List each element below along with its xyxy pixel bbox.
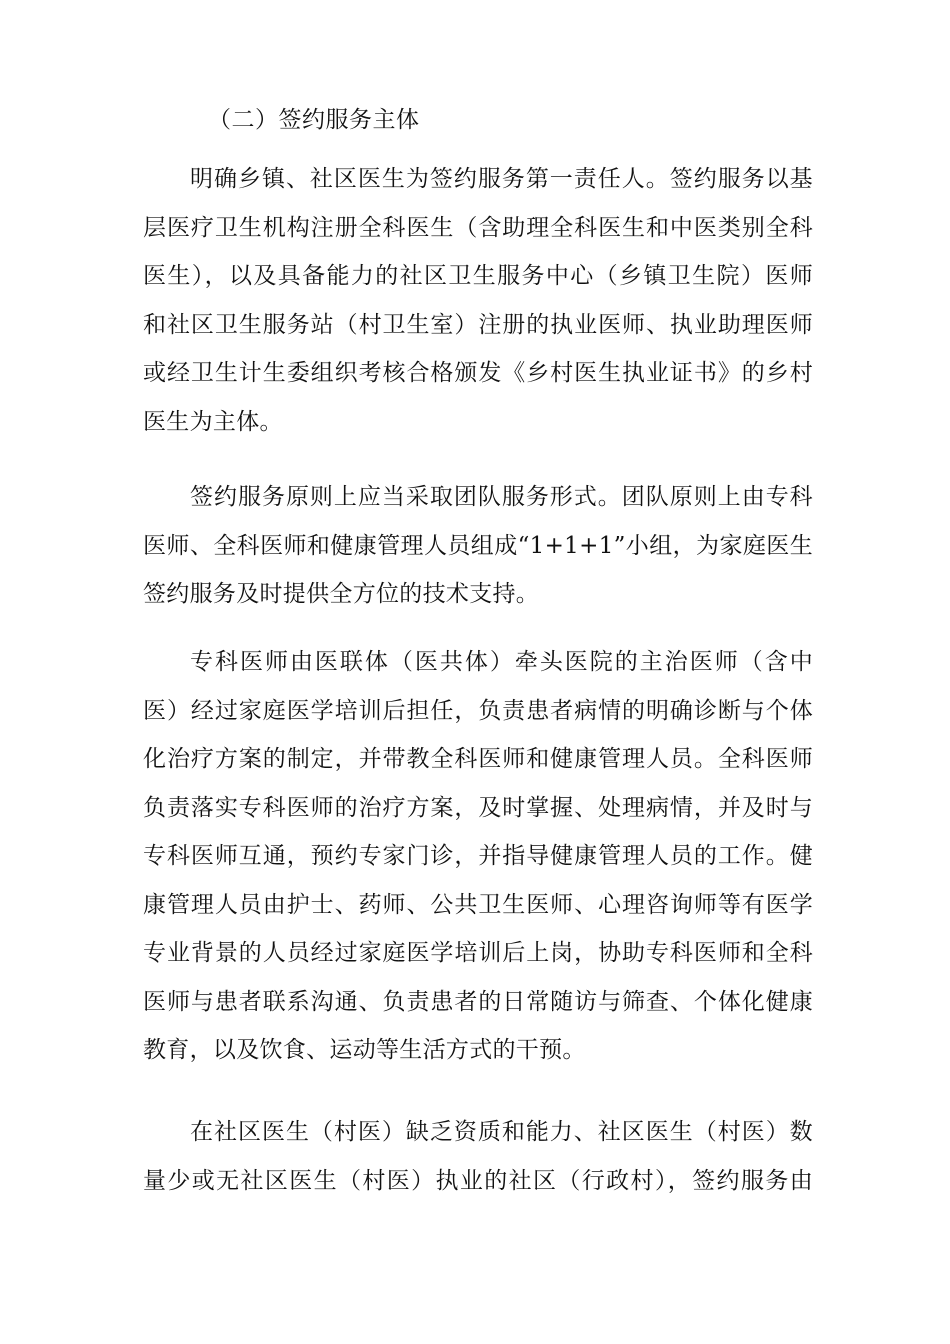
- paragraph-line: 医师与患者联系沟通、负责患者的日常随访与筛查、个体化健康: [143, 988, 813, 1015]
- paragraph-line: 在社区医生（村医）缺乏资质和能力、社区医生（村医）数: [190, 1119, 813, 1145]
- paragraph-line: 或经卫生计生委组织考核合格颁发《乡村医生执业证书》的乡村: [143, 360, 813, 386]
- paragraph-line: 康管理人员由护士、药师、公共卫生医师、心理咨询师等有医学: [143, 891, 813, 918]
- paragraph-line: 专科医师由医联体（医共体）牵头医院的主治医师（含中: [190, 649, 813, 675]
- paragraph-line: 医生），以及具备能力的社区卫生服务中心（乡镇卫生院）医师: [143, 263, 813, 289]
- section-heading: （二）签约服务主体: [208, 107, 420, 133]
- paragraph-line: 医师、全科医师和健康管理人员组成“1+1+1”小组，为家庭医生: [143, 532, 813, 559]
- paragraph-line: 签约服务及时提供全方位的技术支持。: [143, 581, 540, 607]
- paragraph-line: 层医疗卫生机构注册全科医生（含助理全科医生和中医类别全科: [143, 214, 813, 241]
- paragraph-line: 和社区卫生服务站（村卫生室）注册的执业医师、执业助理医师: [143, 311, 813, 338]
- paragraph-line: 明确乡镇、社区医生为签约服务第一责任人。签约服务以基: [190, 166, 813, 192]
- paragraph-line: 医生为主体。: [143, 408, 283, 435]
- paragraph-line: 教育，以及饮食、运动等生活方式的干预。: [143, 1037, 586, 1063]
- paragraph-signing-subject: [143, 155, 813, 446]
- paragraph-line: 专科医师互通，预约专家门诊，并指导健康管理人员的工作。健: [143, 843, 813, 869]
- paragraph-community-doctor: [143, 1108, 813, 1205]
- paragraph-team-roles: [143, 638, 813, 1075]
- paragraph-line: 专业背景的人员经过家庭医学培训后上岗，协助专科医师和全科: [143, 940, 813, 966]
- paragraph-line: 化治疗方案的制定，并带教全科医师和健康管理人员。全科医师: [143, 746, 813, 772]
- paragraph-line: 医）经过家庭医学培训后担任，负责患者病情的明确诊断与个体: [143, 697, 813, 724]
- paragraph-line: 签约服务原则上应当采取团队服务形式。团队原则上由专科: [190, 484, 813, 510]
- paragraph-line: 负责落实专科医师的治疗方案，及时掌握、处理病情，并及时与: [143, 794, 813, 821]
- paragraph-line: 量少或无社区医生（村医）执业的社区（行政村），签约服务由: [143, 1167, 813, 1194]
- paragraph-team-service: [143, 473, 813, 619]
